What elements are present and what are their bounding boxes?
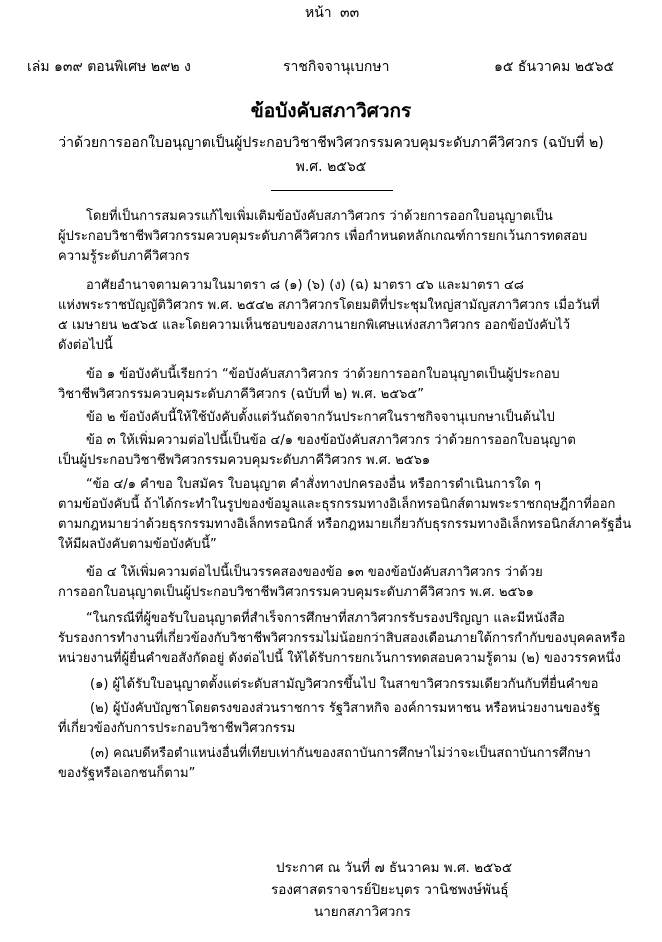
paragraph-line: “ในกรณีที่ผู้ขอรับใบอนุญาตที่สำเร็จการศึกษาที่สภาวิศวกรรับรองปริญญา และมีหนังสือ bbox=[86, 611, 565, 626]
paragraph-line: ตามกฎหมายว่าด้วยธุรกรรมทางอิเล็กทรอนิกส์ หรือกฎหมายเกี่ยวกับธุรกรรมทางอิเล็กทรอนิกส์ภาครัฐอื่น bbox=[58, 517, 632, 532]
authority-paragraph bbox=[58, 276, 644, 356]
page-number: ๓๓ bbox=[340, 5, 360, 21]
paragraph-line: เป็นผู้ประกอบวิชาชีพวิศวกรรมควบคุมระดับภาคีวิศวกร พ.ศ. ๒๕๖๑ bbox=[58, 453, 431, 468]
paragraph-line: โดยที่เป็นการสมควรแก้ไขเพิ่มเติมข้อบังคับสภาวิศวกร ว่าด้วยการออกใบอนุญาตเป็น bbox=[86, 209, 553, 224]
paragraph-line: (๒) ผู้บังคับบัญชาโดยตรงของส่วนราชการ รัฐวิสาหกิจ องค์การมหาชน หรือหน่วยงานของรัฐ bbox=[90, 701, 601, 716]
paragraph-line: ข้อ ๔ ให้เพิ่มความต่อไปนี้เป็นวรรคสองของข้อ ๑๓ ของข้อบังคับสภาวิศวกร ว่าด้วย bbox=[86, 565, 543, 580]
regulation-title: ข้อบังคับสภาวิศวกร bbox=[250, 100, 412, 122]
paragraph-line: อาศัยอำนาจตามความในมาตรา ๘ (๑) (๖) (ง) (ฉ) มาตรา ๔๖ และมาตรา ๔๘ bbox=[86, 278, 524, 293]
paragraph-line: แห่งพระราชบัญญัติวิศวกร พ.ศ. ๒๕๔๒ สภาวิศวกรโดยมติที่ประชุมใหญ่สามัญสภาวิศวกร เมื่อวันที่ bbox=[58, 298, 600, 313]
title-divider bbox=[271, 190, 393, 191]
page-label: หน้า bbox=[305, 5, 332, 21]
clause-2 bbox=[58, 408, 644, 428]
signatory-name: รองศาสตราจารย์ปิยะบุตร วานิชพงษ์พันธุ์ bbox=[271, 882, 509, 898]
paragraph-line: ข้อ ๒ ข้อบังคับนี้ให้ใช้บังคับตั้งแต่วันถัดจากวันประกาศในราชกิจจานุเบกษาเป็นต้นไป bbox=[86, 410, 555, 425]
paragraph-line: (๑) ผู้ได้รับใบอนุญาตตั้งแต่ระดับสามัญวิศวกรขึ้นไป ในสาขาวิศวกรรมเดียวกันกับที่ยื่นคำขอ bbox=[90, 677, 599, 692]
paragraph-line: ให้มีผลบังคับตามข้อบังคับนี้” bbox=[58, 537, 217, 552]
paragraph-line: ผู้ประกอบวิชาชีพวิศวกรรมควบคุมระดับภาคีวิศวกร เพื่อกำหนดหลักเกณฑ์การยกเว้นการทดสอบ bbox=[58, 229, 588, 244]
paragraph-line: ๕ เมษายน ๒๕๖๕ และโดยความเห็นชอบของสภานายกพิเศษแห่งสภาวิศวกร ออกข้อบังคับไว้ bbox=[58, 318, 570, 333]
paragraph-line: ข้อ ๓ ให้เพิ่มความต่อไปนี้เป็นข้อ ๔/๑ ของข้อบังคับสภาวิศวกร ว่าด้วยการออกใบอนุญาต bbox=[86, 433, 576, 448]
item-2 bbox=[58, 699, 644, 739]
clause-4-1-text bbox=[58, 475, 644, 555]
volume-info: เล่ม ๑๓๙ ตอนพิเศษ ๒๙๒ ง bbox=[27, 59, 191, 75]
clause-1 bbox=[58, 365, 644, 405]
preamble-paragraph bbox=[58, 207, 644, 267]
signatory-position: นายกสภาวิศวกร bbox=[314, 904, 411, 920]
paragraph-line: “ข้อ ๔/๑ คำขอ ใบสมัคร ใบอนุญาต คำสั่งทางปกครองอื่น หรือการดำเนินการใด ๆ bbox=[86, 477, 541, 492]
paragraph-line: (๓) คณบดีหรือตำแหน่งอื่นที่เทียบเท่ากันของสถาบันการศึกษาไม่ว่าจะเป็นสถาบันการศึกษา bbox=[90, 746, 591, 761]
announcement-date: ประกาศ ณ วันที่ ๗ ธันวาคม พ.ศ. ๒๕๖๕ bbox=[276, 860, 513, 876]
item-3 bbox=[58, 744, 644, 784]
paragraph-line: ตามข้อบังคับนี้ ถ้าได้กระทำในรูปของข้อมูลและธุรกรรมทางอิเล็กทรอนิกส์ตามพระราชกฤษฎีกาที่ออก bbox=[58, 497, 616, 512]
paragraph-line: ความรู้ระดับภาคีวิศวกร bbox=[58, 249, 190, 264]
regulation-year: พ.ศ. ๒๕๖๕ bbox=[295, 159, 367, 175]
clause-3 bbox=[58, 431, 644, 471]
paragraph-line: ของรัฐหรือเอกชนก็ตาม” bbox=[58, 766, 196, 781]
gazette-name: ราชกิจจานุเบกษา bbox=[283, 59, 390, 75]
gazette-date: ๑๕ ธันวาคม ๒๕๖๕ bbox=[494, 59, 615, 75]
regulation-subtitle: ว่าด้วยการออกใบอนุญาตเป็นผู้ประกอบวิชาชีพวิศวกรรมควบคุมระดับภาคีวิศวกร (ฉบับที่ ๒) bbox=[58, 135, 604, 151]
paragraph-line: รับรองการทำงานที่เกี่ยวข้องกับวิชาชีพวิศวกรรมไม่น้อยกว่าสิบสองเดือนภายใต้การกำกับของบุคคลหรือ bbox=[58, 631, 626, 646]
paragraph-line: การออกใบอนุญาตเป็นผู้ประกอบวิชาชีพวิศวกรรมควบคุมระดับภาคีวิศวกร พ.ศ. ๒๕๖๑ bbox=[58, 585, 534, 600]
paragraph-line: ข้อ ๑ ข้อบังคับนี้เรียกว่า “ข้อบังคับสภาวิศวกร ว่าด้วยการออกใบอนุญาตเป็นผู้ประกอบ bbox=[86, 367, 560, 382]
paragraph-line: ที่เกี่ยวข้องกับการประกอบวิชาชีพวิศวกรรม bbox=[58, 721, 296, 736]
paragraph-line: ดังต่อไปนี้ bbox=[58, 338, 113, 353]
clause-4 bbox=[58, 563, 644, 603]
clause-13-paragraph-2 bbox=[58, 609, 644, 669]
paragraph-line: วิชาชีพวิศวกรรมควบคุมระดับภาคีวิศวกร (ฉบับที่ ๒) พ.ศ. ๒๕๖๕” bbox=[58, 387, 425, 402]
paragraph-line: หน่วยงานที่ผู้ยื่นคำขอสังกัดอยู่ ดังต่อไปนี้ ให้ได้รับการยกเว้นการทดสอบความรู้ตาม (๒) ของวรรคหนึ่ง bbox=[58, 651, 621, 666]
item-1 bbox=[58, 675, 644, 695]
